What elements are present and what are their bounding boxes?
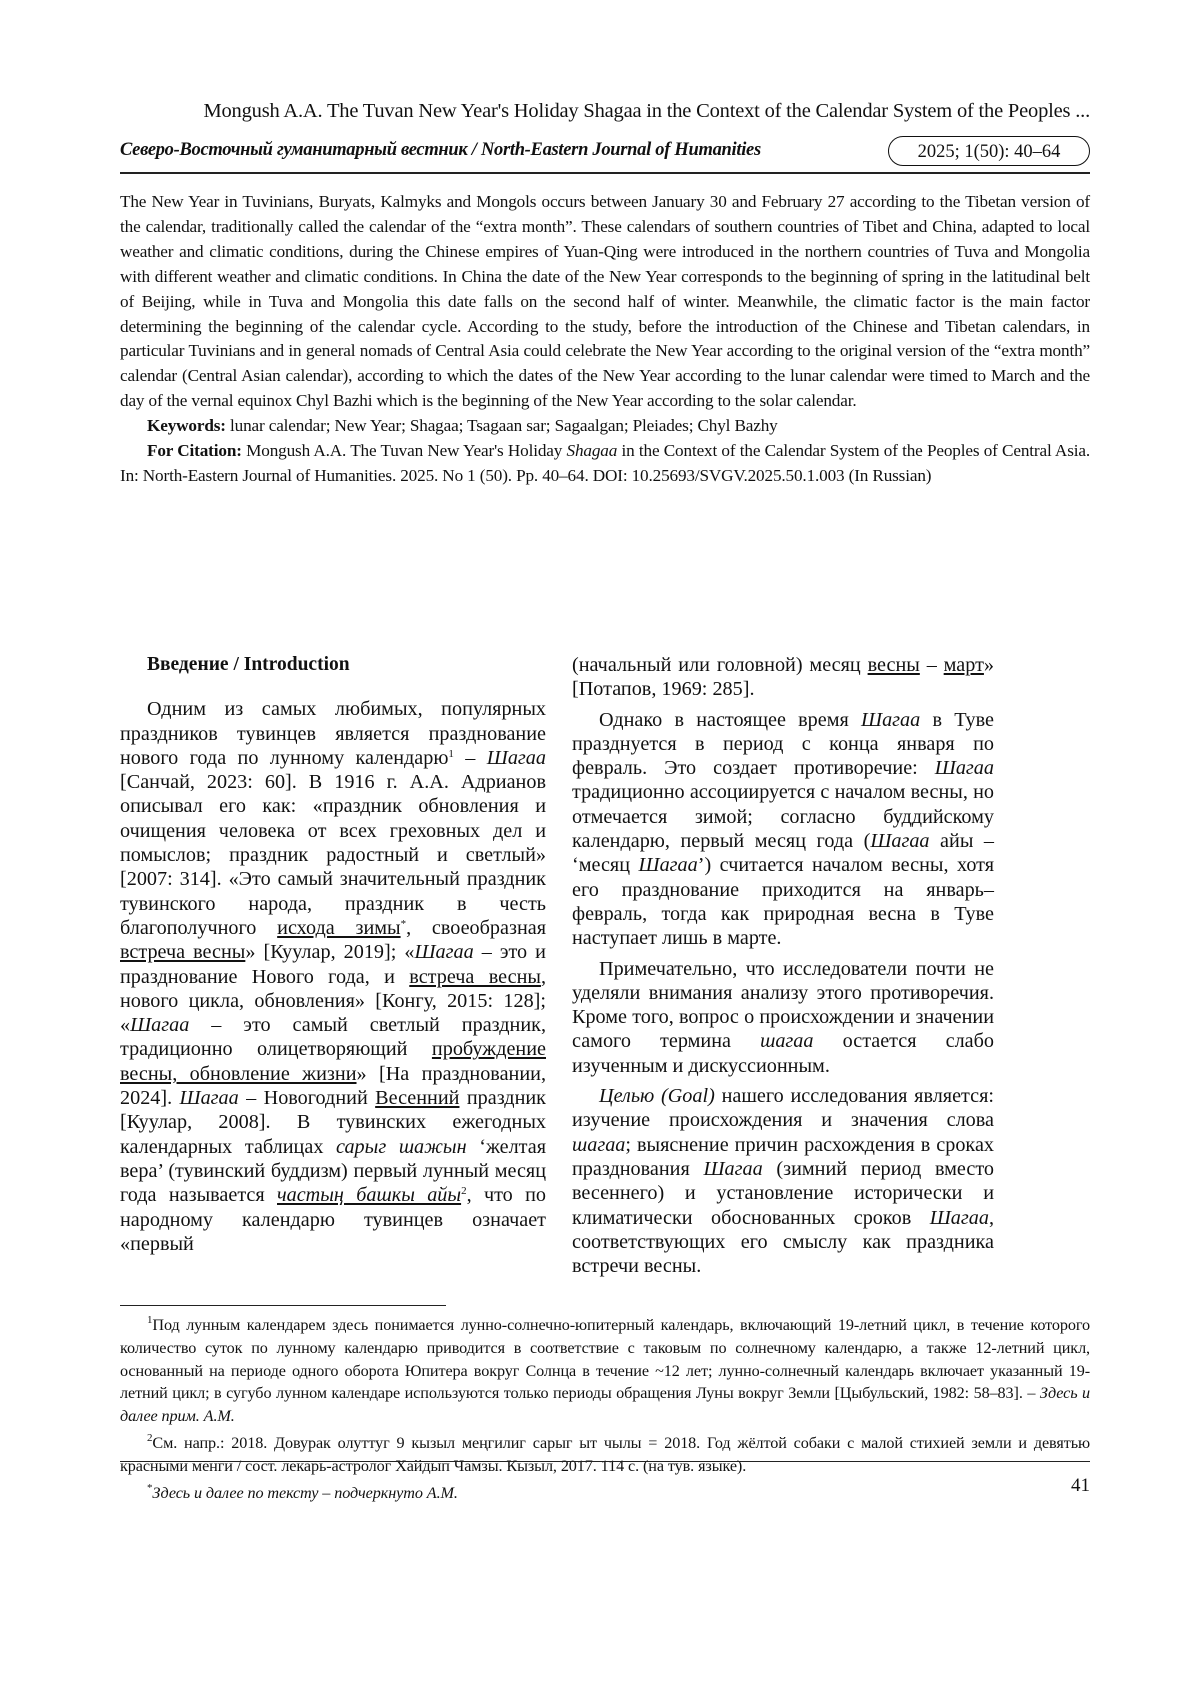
footnote-ref-1: 1	[448, 747, 454, 760]
footnote-star: *Здесь и далее по тексту – подчеркнуто А.М.	[147, 1481, 458, 1502]
abstract-text: The New Year in Tuvinians, Buryats, Kalmyks and Mongols occurs between January 30 and February 27 according to the Tibetan version of the calendar, traditionally called the calendar of the “extra month”. These calendars of southern countries of Tibet and China, adapted to local weather and climatic conditions, during the Chinese empires of Yuan-Qing were introduced in the northern countries of Tuva and Mongolia with different weather and climatic conditions. In China the date of the New Year corresponds to the beginning of spring in the latitudinal belt of Beijing, while in Tuva and Mongolia this date falls on the second half of winter. Meanwhile, the climatic factor is the main factor determining the beginning of the calendar cycle. According to the study, before the introduction of the Chinese and Tibetan calendars, in particular Tuvinians and in general nomads of Central Asia could celebrate the New Year according to the original version of the “extra month” calendar (Central Asian calendar), according to which the dates of the New Year according to the lunar calendar were timed to March and the day of the vernal equinox Chyl Bazhi which is the beginning of the New Year according to the solar calendar.	[120, 192, 1090, 411]
intro-paragraph-goal: Целью (Goal) нашего исследования является: изучение происхождения и значения слова шагаа; выяснение причин расхождения в сроках празднования Шагаа (зимний период вместо весеннего) и установление исторически и климатически обоснованных сроков Шагаа, соответствующих его смыслу как праздника встречи весны.	[572, 1085, 994, 1278]
footnote-2: $^2$См. напр.: 2018. Довурак олуттуг 9 кызыл меңгилиг сарыг ыт чылы = 2018. Год жёлтой собаки с малой стихией земли и девятью красными менги / сост. лекарь-астролог Хайдып Чамзы. Кызыл, 2017. 114 с. (на тув. языке).	[120, 1431, 1090, 1475]
intro-paragraph-3: Примечательно, что исследователи почти не уделяли внимания анализу этого противоречия. Кроме того, вопрос о происхождении и значении самого термина шагаа остается слабо изученным и дискуссионным.	[572, 957, 994, 1077]
journal-name: Северо-Восточный гуманитарный вестник / North-Eastern Journal of Humanities	[120, 140, 761, 160]
citation: For Citation: Mongush A.A. The Tuvan New Year's Holiday Shagaa in the Context of the Calendar System of the Peoples of Central Asia. In: North-Eastern Journal of Humanities. 2025. No 1 (50). Pp. 40–64. DOI: 10.25693/SVGV.2025.50.1.003 (In Russian)	[120, 441, 1090, 485]
citation-label: For Citation:	[147, 441, 242, 461]
page-number: 41	[1071, 1475, 1090, 1496]
running-title: Mongush A.A. The Tuvan New Year's Holiday Shagaa in the Context of the Calendar System of the Peoples ...	[203, 100, 1090, 122]
keywords	[120, 414, 1090, 439]
footnote-1: $^1$Под лунным календарем здесь понимается лунно-солнечно-юпитерный календарь, включающий 19-летний цикл, в течение которого количество суток по лунному календарю приводится в соответствие с таковым по солнечному календарю, а также 12-летний цикл, основанный на периоде одного оборота Юпитера вокруг Солнца в течение ~12 лет; лунно-солнечный календарь включает указанный 19-летний цикл; в сугубо лунном календаре используются только периоды обращения Луны вокруг Земли [Цыбульский, 1982: 58–83]. – Здесь и далее прим. А.М.	[120, 1314, 1091, 1426]
intro-paragraph-2: Однако в настоящее время Шагаа в Туве празднуется в период с конца января по февраль. Это создает противоречие: Шагаа традиционно ассоциируется с началом весны, но отмечается зимой; согласно буддийскому календарю, первый месяц года (Шагаа айы – ‘месяц Шагаа’) считается началом весны, хотя его празднование приходится на январь–февраль, тогда как природная весна в Туве наступает лишь в марте.	[572, 708, 995, 950]
footer-rule	[120, 1461, 1090, 1462]
keywords-list: lunar calendar; New Year; Shagaa; Tsagaan sar; Sagaalgan; Pleiades; Chyl Bazhy	[230, 416, 778, 436]
journal-line	[120, 136, 1090, 168]
keywords-label: Keywords:	[147, 416, 226, 436]
intro-paragraph-1-continued: (начальный или головной) месяц весны – март» [Потапов, 1969: 285].	[572, 654, 995, 701]
footnote-rule	[120, 1305, 446, 1306]
footnote-ref-star: *	[400, 917, 407, 930]
intro-paragraph-1: Одним из самых любимых, популярных праздников тувинцев является празднование нового года по лунному календарю$^1$ – Шагаа [Санчай, 2023: 60]. В 1916 г. А.А. Адрианов описывал его как: «праздник обновления и очищения человека от всех греховных дел и помыслов; праздник радостный и светлый» [2007: 314]. «Это самый значительный праздник тувинского народа, праздник в честь благополучного исхода зимы*, своеобразная встреча весны» [Куулар, 2019]; «Шагаа – это и празднование Нового года, и встреча весны, нового цикла, обновления» [Конгу, 2015: 128]; «Шагаа – это самый светлый праздник, традиционно олицетворяющий пробуждение весны, обновление жизни» [На праздновании, 2024]. Шагаа – Новогодний Весенний праздник [Куулар, 2008]. В тувинских ежегодных календарных таблицах сарыг шажын ‘желтая вера’ (тувинский буддизм) первый лунный месяц года называется частың башкы айы$^2$, что по народному календарю тувинцев означает «первый	[120, 698, 546, 1255]
section-heading: Введение / Introduction	[147, 654, 350, 675]
left-column	[120, 653, 546, 1256]
header-rule	[120, 172, 1090, 174]
footnotes	[120, 1314, 1090, 1504]
issue-badge: 2025; 1(50): 40–64	[888, 136, 1090, 166]
right-column	[572, 653, 994, 1278]
footnote-ref-2: 2	[461, 1185, 467, 1198]
abstract	[120, 190, 1090, 489]
